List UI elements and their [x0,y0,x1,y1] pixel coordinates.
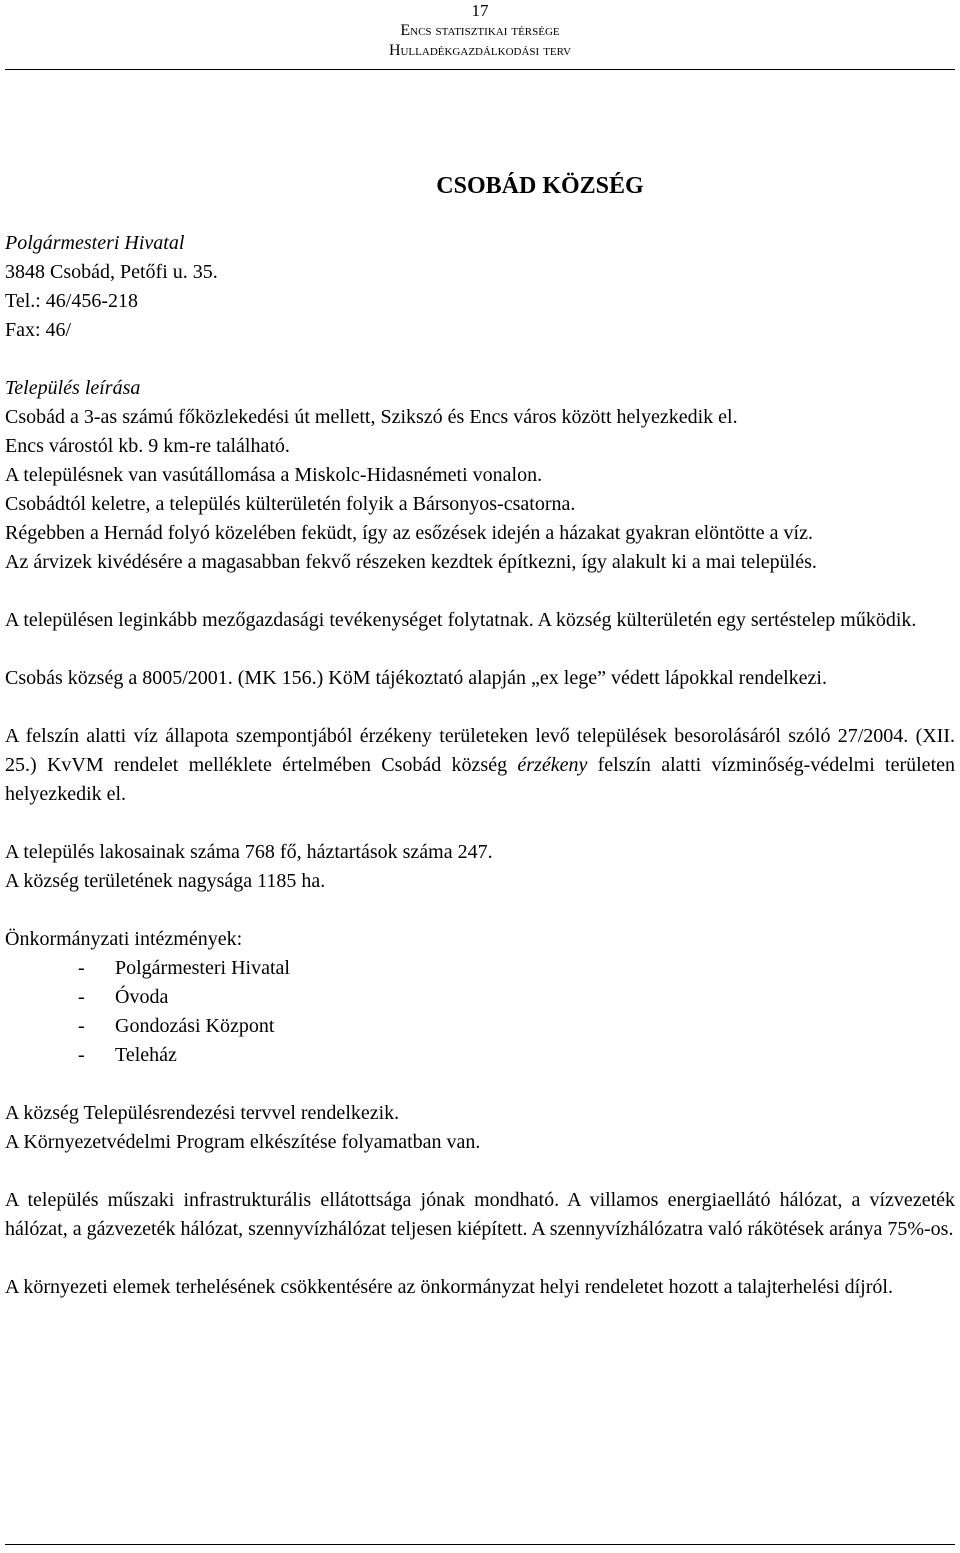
office-address: 3848 Csobád, Petőfi u. 35. [5,261,218,283]
institutions-heading: Önkormányzati intézmények: [5,928,243,950]
plans-line-1: A község Településrendezési tervvel rendelkezik. [5,1102,400,1124]
header-line-1: Encs statisztikai térsége [400,22,560,39]
list-dash: - [78,986,85,1008]
list-item-text: Gondozási Központ [115,1015,275,1037]
footer-rule [5,1544,955,1545]
description-line: A településnek van vasútállomása a Miskolc-Hidasnémeti vonalon. [5,464,543,486]
office-fax: Fax: 46/ [5,319,72,341]
protected-paragraph: Csobás község a 8005/2001. (MK 156.) KöM tájékoztató alapján „ex lege” védett lápokkal rendelkezi. [5,667,827,689]
office-name: Polgármesteri Hivatal [5,232,185,254]
page-title: CSOBÁD KÖZSÉG [436,173,644,199]
environment-paragraph: A környezeti elemek terhelésének csökkentésére az önkormányzat helyi rendeletet hozott a talajterhelési díjról. [5,1276,893,1298]
groundwater-paragraph [5,722,955,809]
infrastructure-paragraph: A település műszaki infrastrukturális ellátottsága jónak mondható. A villamos energiaellátó hálózat, a vízvezeték hálózat, a gázvezeték hálózat, szennyvízhálózat teljesen kiépített. A szennyvízhálózatra való rákötések aránya 75%-os. [5,1189,955,1240]
institutions-list [5,954,955,1070]
groundwater-emphasis: érzékeny [517,754,588,776]
agriculture-paragraph: A településen leginkább mezőgazdasági tevékenységet folytatnak. A község külterületén egy sertéstelep működik. [5,609,917,631]
plans-line-2: A Környezetvédelmi Program elkészítése folyamatban van. [5,1131,481,1153]
document-page [5,0,955,1298]
document-body [5,229,955,1302]
list-item-text: Polgármesteri Hivatal [115,957,290,979]
population-line: A település lakosainak száma 768 fő, háztartások száma 247. [5,841,493,863]
description-line: Az árvizek kivédésére a magasabban fekvő részeken kezdtek építkezni, így alakult ki a mai település. [5,551,817,573]
description-heading: Település leírása [5,377,141,399]
description-line: Encs várostól kb. 9 km-re található. [5,435,290,457]
list-item [5,954,955,983]
office-tel: Tel.: 46/456-218 [5,290,139,312]
list-dash: - [78,1044,85,1066]
page-number: 17 [471,1,489,20]
description-line: Csobádtól keletre, a település külterületén folyik a Bársonyos-csatorna. [5,493,576,515]
header-line-2: Hulladékgazdálkodási terv [388,42,572,59]
description-line: Régebben a Hernád folyó közelében feküdt, így az esőzések idején a házakat gyakran elöntötte a víz. [5,522,813,544]
page-header [5,0,955,61]
list-item [5,983,955,1012]
list-item [5,1012,955,1041]
description-line: Csobád a 3-as számú főközlekedési út mellett, Szikszó és Encs város között helyezkedik el. [5,406,738,428]
groundwater-text-after: felszín alatti vízminőség-védelmi területen helyezkedik el. [5,754,955,805]
list-dash: - [78,1015,85,1037]
header-rule [5,69,955,70]
list-item [5,1041,955,1070]
list-item-text: Teleház [115,1044,177,1066]
area-line: A község területének nagysága 1185 ha. [5,870,326,892]
groundwater-text-before: A felszín alatti víz állapota szempontjából érzékeny területeken levő települések besorolásáról szóló 27/2004. (XII. 25.) KvVM rendelet melléklete értelmében Csobád község [5,725,955,776]
list-dash: - [78,957,85,979]
list-item-text: Óvoda [115,986,169,1008]
